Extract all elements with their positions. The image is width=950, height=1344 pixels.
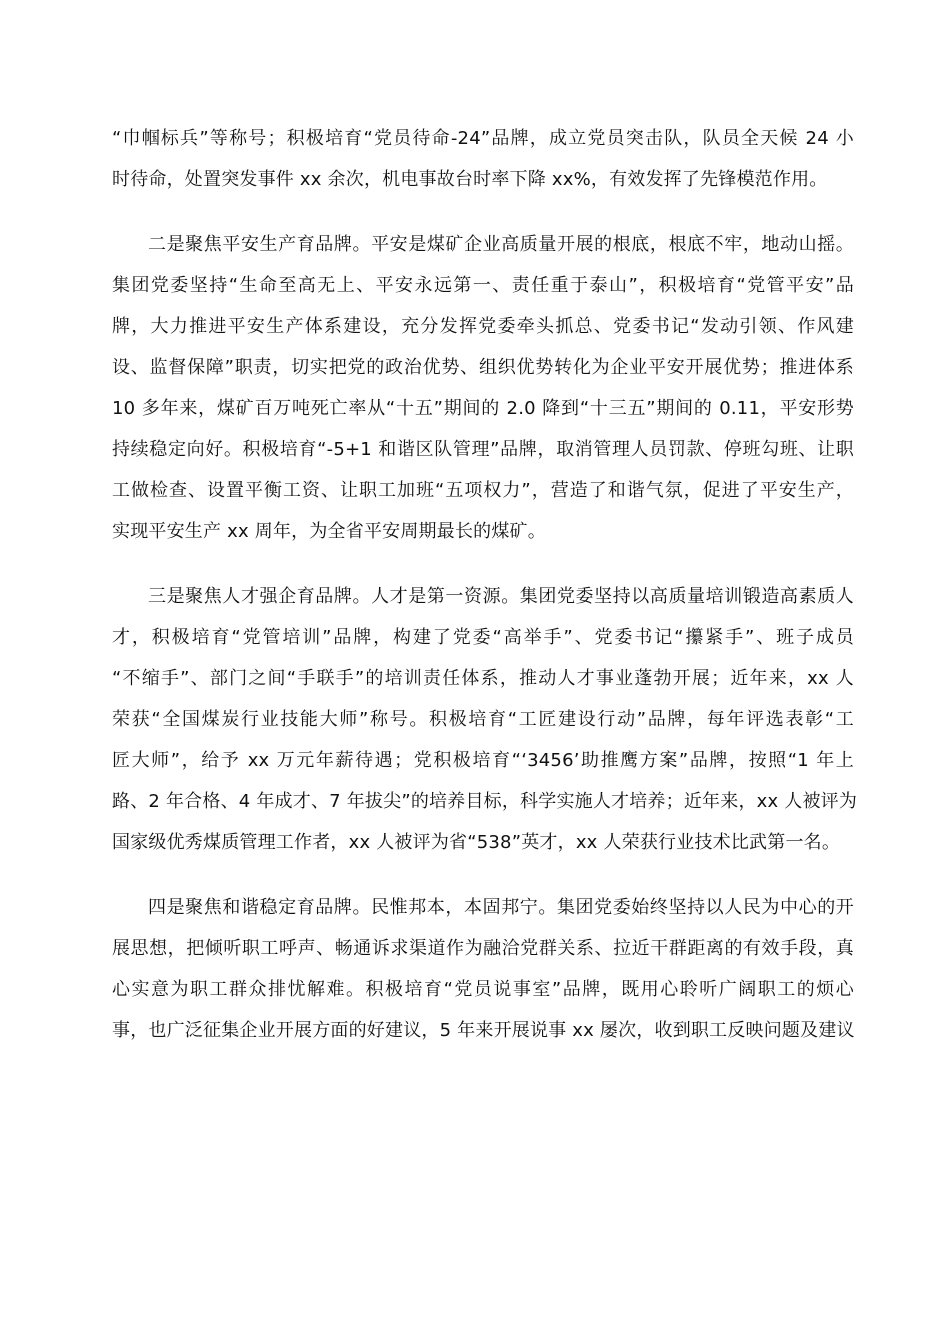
text-line: 工做检查、设置平衡工资、让职工加班“五项权力”，营造了和谐气氛，促进了平安生产， [112,480,854,501]
text-line: 展思想，把倾听职工呼声、畅通诉求渠道作为融洽党群关系、拉近干群距离的有效手段，真 [112,938,854,959]
text-line: “不缩手”、部门之间“手联手”的培训责任体系，推动人才事业蓬勃开展；近年来，xx 人 [112,668,854,689]
paragraph-1 [112,118,854,200]
document-body [112,118,858,1051]
text-line: 持续稳定向好。积极培育“-5+1 和谐区队管理”品牌，取消管理人员罚款、停班勾班、让职 [112,439,854,460]
text-line: 国家级优秀煤质管理工作者，xx 人被评为省“538”英才，xx 人荣获行业技术比武第一名。 [112,832,841,853]
text-line: 心实意为职工群众排忧解难。积极培育“党员说事室”品牌，既用心聆听广阔职工的烦心 [112,979,854,1000]
paragraph-2 [112,224,854,552]
text-line: 实现平安生产 xx 周年，为全省平安周期最长的煤矿。 [112,521,546,542]
text-line: 才，积极培育“党管培训”品牌，构建了党委“高举手”、党委书记“攥紧手”、班子成员 [112,627,854,648]
paragraph-4 [112,887,854,1051]
text-line: 四是聚焦和谐稳定育品牌。民惟邦本，本固邦宁。集团党委始终坚持以人民为中心的开 [148,897,854,918]
text-line: 牌，大力推进平安生产体系建设，充分发挥党委牵头抓总、党委书记“发动引领、作风建 [112,316,854,337]
text-line: 时待命，处置突发事件 xx 余次，机电事故台时率下降 xx%，有效发挥了先锋模范作用。 [112,169,828,190]
text-line: 二是聚焦平安生产育品牌。平安是煤矿企业高质量开展的根底，根底不牢，地动山摇。 [148,234,854,255]
text-line: 荣获“全国煤炭行业技能大师”称号。积极培育“工匠建设行动”品牌，每年评选表彰“工 [112,709,854,730]
text-line: 集团党委坚持“生命至高无上、平安永远第一、责任重于泰山”，积极培育“党管平安”品 [112,275,854,296]
text-line: 路、2 年合格、4 年成才、7 年拔尖”的培养目标，科学实施人才培养；近年来，xx 人被评为 [112,791,858,812]
paragraph-3 [112,576,858,863]
text-line: 三是聚焦人才强企育品牌。人才是第一资源。集团党委坚持以高质量培训锻造高素质人 [148,586,854,607]
text-line: 匠大师”，给予 xx 万元年薪待遇；党积极培育“‘3456’助推鹰方案”品牌，按照“1 年上 [112,750,854,771]
text-line: 设、监督保障”职责，切实把党的政治优势、组织优势转化为企业平安开展优势；推进体系 [112,357,854,378]
text-line: “巾帼标兵”等称号；积极培育“党员待命-24”品牌，成立党员突击队，队员全天候 24 小 [112,128,854,149]
text-line: 10 多年来，煤矿百万吨死亡率从“十五”期间的 2.0 降到“十三五”期间的 0.11，平安形势 [112,398,854,419]
text-line: 事，也广泛征集企业开展方面的好建议，5 年来开展说事 xx 屡次，收到职工反映问题及建议 [112,1020,855,1041]
